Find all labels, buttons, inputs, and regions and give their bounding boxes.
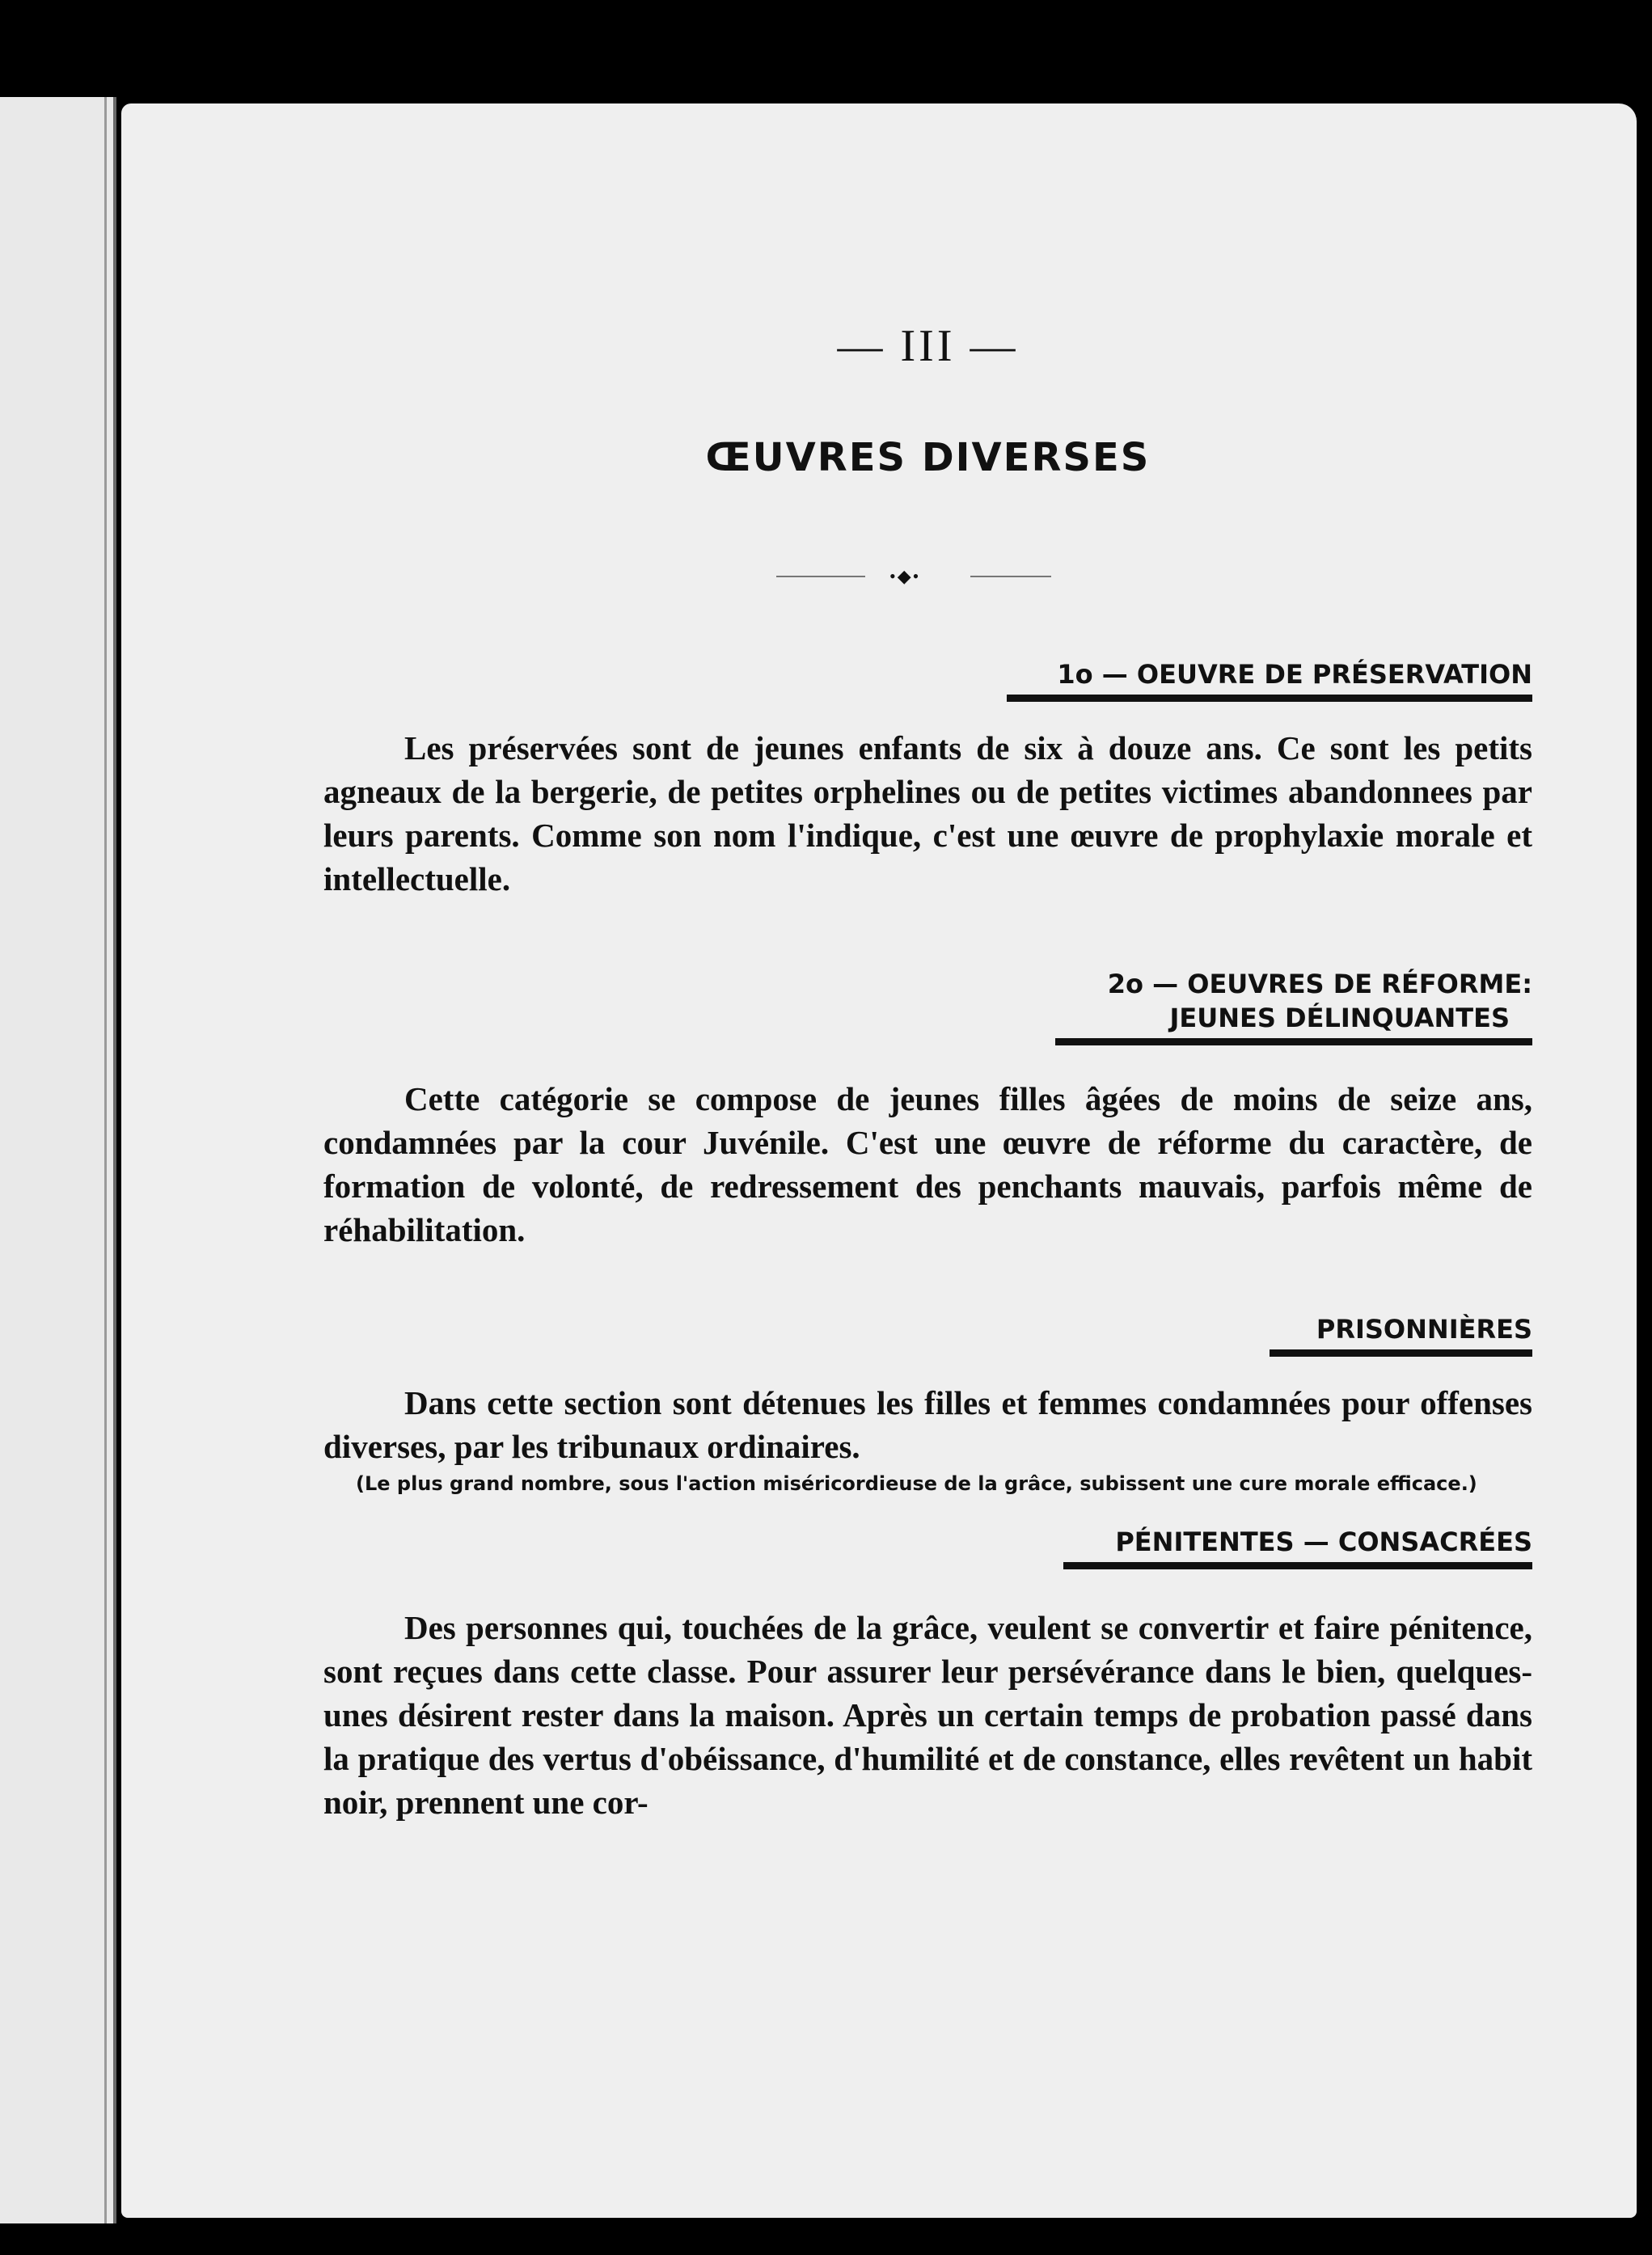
paragraph-reforme-text: Cette catégorie se compose de jeunes filles âgées de moins de seize ans, condamnées par la cour Juvénile. C'est une œuvre de réforme du caractère, de formation de volonté, de redressement des penchants mauvais, parfois même de réhabilitation. (323, 1080, 1532, 1248)
paragraph-preservation-text: Les préservées sont de jeunes enfants de six à douze ans. Ce sont les petits agneaux de la bergerie, de petites orphelines ou de petites victimes abandonnees par leurs parents. Comme son nom l'indique, c'est une œuvre de prophylaxie morale et intellectuelle. (323, 729, 1532, 897)
facing-page-edge (0, 97, 116, 2223)
paragraph-preservation (323, 726, 1532, 901)
heading-rule (1063, 1562, 1532, 1569)
heading-preservation-text: 1o — OEUVRE DE PRÉSERVATION (1057, 659, 1532, 690)
heading-reforme-line2: JEUNES DÉLINQUANTES (1169, 1003, 1510, 1033)
note-prisonnieres: (Le plus grand nombre, sous l'action miséricordieuse de la grâce, subissent une cure morale efficace.) (356, 1472, 1477, 1495)
heading-rule (1270, 1349, 1532, 1357)
heading-rule (1055, 1038, 1532, 1045)
heading-preservation (1007, 657, 1532, 702)
heading-penitentes-text: PÉNITENTES — CONSACRÉES (1115, 1527, 1532, 1557)
document-page (121, 103, 1637, 2218)
heading-prisonnieres-text: PRISONNIÈRES (1316, 1314, 1532, 1345)
heading-penitentes (1063, 1525, 1532, 1569)
page-number: — III — (837, 321, 1019, 371)
heading-reforme-line1: 2o — OEUVRES DE RÉFORME: (1107, 969, 1532, 999)
paragraph-prisonnieres-text: Dans cette section sont détenues les filles et femmes condamnées pour offenses diverses, par les tribunaux ordinaires. (323, 1384, 1532, 1465)
paragraph-prisonnieres (323, 1381, 1532, 1468)
heading-prisonnieres (1270, 1312, 1532, 1357)
paragraph-reforme (323, 1077, 1532, 1252)
paragraph-penitentes-text: Des personnes qui, touchées de la grâce, veulent se convertir et faire pénitence, sont reçues dans cette classe. Pour assurer leur persévérance dans le bien, quelques-unes désirent rester dans la maison. Après un certain temps de probation passé dans la pratique des vertus d'obéissance, d'humilité et de constance, elles revêtent un habit noir, prennent une cor- (323, 1609, 1532, 1821)
page-title: ŒUVRES DIVERSES (705, 435, 1151, 480)
ornament-divider (776, 568, 1084, 585)
paragraph-penitentes (323, 1606, 1532, 1824)
ornament-glyph: •◆• (889, 566, 921, 586)
heading-rule (1007, 695, 1532, 702)
heading-reforme (1055, 967, 1532, 1045)
